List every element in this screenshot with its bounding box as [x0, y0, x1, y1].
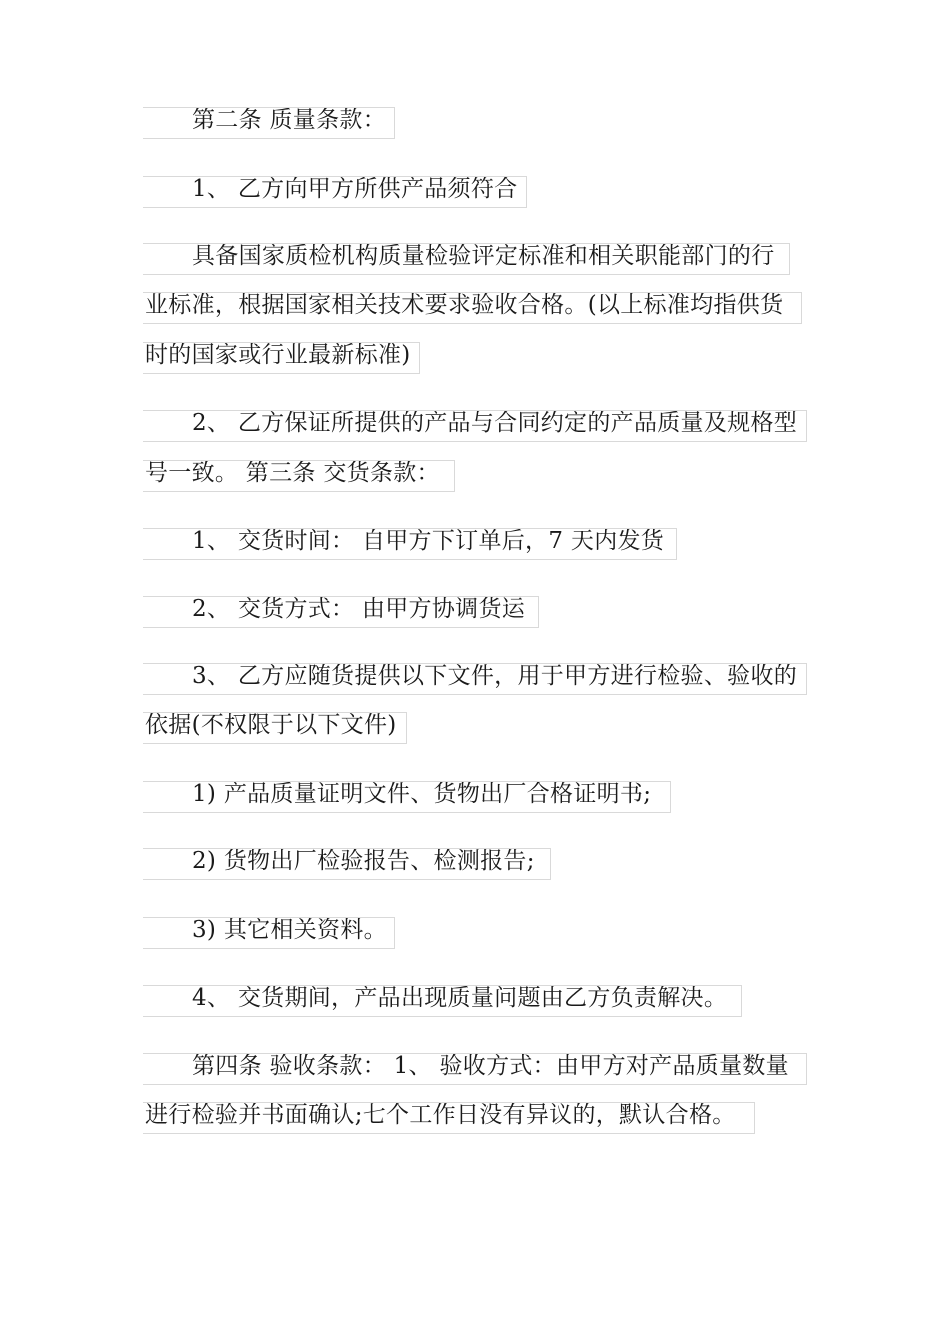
- line-text: 2、 乙方保证所提供的产品与合同约定的产品质量及规格型: [192, 410, 798, 436]
- line-text: 第二条 质量条款：: [192, 107, 387, 133]
- delivery-time: [143, 528, 677, 560]
- document-item-1: [143, 781, 671, 813]
- delivery-documents-cont: [143, 712, 407, 744]
- article-4-heading: [143, 1053, 807, 1085]
- line-text: 依据(不权限于以下文件): [145, 712, 397, 738]
- quality-clause-1-cont-3: [143, 342, 420, 374]
- delivery-documents: [143, 663, 807, 695]
- quality-clause-1-cont-2: [143, 292, 802, 324]
- line-text: 1、 交货时间： 自甲方下订单后，7 天内发货: [192, 528, 665, 554]
- article-2-heading: [143, 107, 395, 139]
- quality-clause-2: [143, 410, 807, 442]
- line-text: 3、 乙方应随货提供以下文件，用于甲方进行检验、验收的: [192, 663, 798, 689]
- line-text: 进行检验并书面确认;七个工作日没有异议的，默认合格。: [145, 1102, 736, 1128]
- line-text: 2、 交货方式： 由甲方协调货运: [192, 596, 526, 622]
- line-text: 第四条 验收条款： 1、 验收方式：由甲方对产品质量数量: [192, 1053, 789, 1079]
- line-text: 时的国家或行业最新标准): [145, 342, 411, 368]
- line-text: 2) 货物出厂检验报告、检测报告;: [192, 848, 535, 874]
- delivery-quality-issue: [143, 985, 742, 1017]
- line-text: 1、 乙方向甲方所供产品须符合: [192, 176, 518, 202]
- quality-clause-1: [143, 176, 527, 208]
- line-text: 号一致。 第三条 交货条款：: [145, 460, 440, 486]
- document-item-2: [143, 848, 551, 880]
- quality-clause-1-cont-1: [143, 243, 790, 275]
- line-text: 3) 其它相关资料。: [192, 917, 387, 943]
- line-text: 1) 产品质量证明文件、货物出厂合格证明书;: [192, 781, 652, 807]
- line-text: 业标准，根据国家相关技术要求验收合格。(以上标准均指供货: [145, 292, 784, 318]
- line-text: 4、 交货期间，产品出现质量问题由乙方负责解决。: [192, 985, 728, 1011]
- acceptance-method-cont: [143, 1102, 755, 1134]
- line-text: 具备国家质检机构质量检验评定标准和相关职能部门的行: [192, 243, 775, 269]
- delivery-method: [143, 596, 539, 628]
- article-3-heading: [143, 460, 455, 492]
- document-item-3: [143, 917, 395, 949]
